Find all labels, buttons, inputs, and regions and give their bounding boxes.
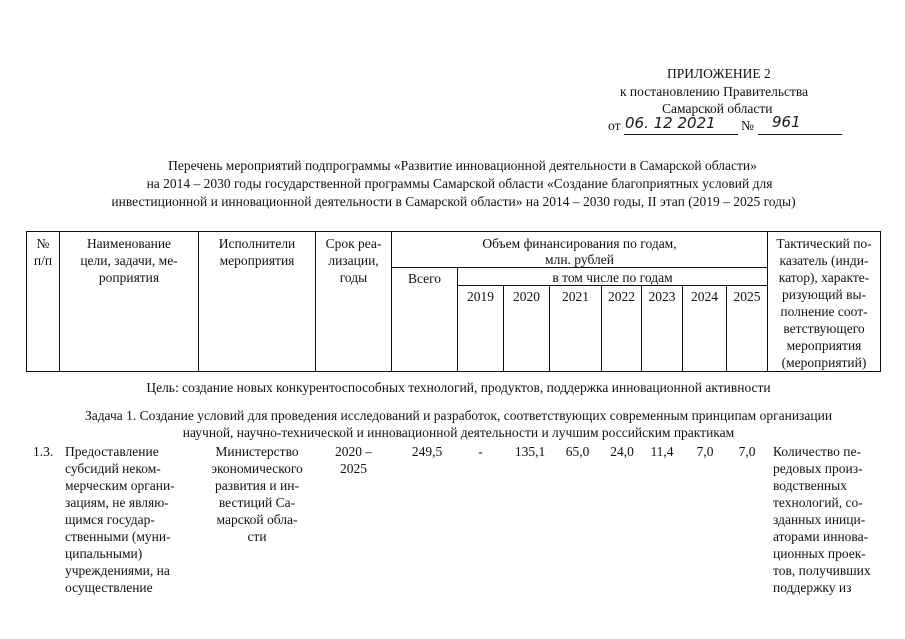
row-name-line: Предоставление <box>65 444 159 459</box>
row-indicator-line: технологий, со- <box>773 495 863 510</box>
header-year-2025: 2025 <box>733 289 761 304</box>
row-indicator-line: аторами иннова- <box>773 529 869 544</box>
row-term-line-2: 2025 <box>340 461 367 476</box>
document-title-line-1: Перечень мероприятий подпрограммы «Развитие инновационной деятельности в Самарской области» <box>168 158 757 173</box>
header-executors-line-2: мероприятия <box>219 253 295 268</box>
header-name-line-3: роприятия <box>98 270 160 285</box>
goal-text: Цель: создание новых конкурентоспособных технологий, продуктов, поддержка инновационной активности <box>146 380 771 395</box>
number-prefix: № <box>741 118 754 133</box>
header-incl-years: в том числе по годам <box>552 270 673 285</box>
row-executor-line: экономического <box>211 461 303 476</box>
handwritten-number: 961 <box>772 113 801 131</box>
header-indicator-line-7: мероприятия <box>786 338 862 353</box>
header-year-2019: 2019 <box>467 289 494 304</box>
row-indicator-line: тов, получивших <box>773 563 871 578</box>
header-total: Всего <box>407 271 442 286</box>
handwritten-date: 06. 12 2021 <box>625 114 716 132</box>
row-name-line: щимся государ- <box>65 512 155 527</box>
header-indicator-line-5: полнение соот- <box>780 304 868 319</box>
row-indicator-line: водственных <box>773 478 847 493</box>
header-funding-line-1: Объем финансирования по годам, <box>482 236 677 251</box>
header-indicator-line-1: Тактический по- <box>776 236 872 251</box>
document-title-line-3: инвестиционной и инновационной деятельности в Самарской области» на 2014 – 2030 годы, II этап (2019 – 2025 годы) <box>111 194 796 209</box>
appendix-title: ПРИЛОЖЕНИЕ 2 <box>667 66 771 81</box>
row-executor-line: сти <box>247 529 267 544</box>
row-value-2023: 11,4 <box>650 444 674 459</box>
header-num-line-1: № <box>36 236 50 251</box>
header-year-2020: 2020 <box>513 289 540 304</box>
header-indicator-line-6: ветствующего <box>783 321 865 336</box>
row-number: 1.3. <box>33 444 54 459</box>
row-name-line: учреждениями, на <box>65 563 170 578</box>
header-funding-line-2: млн. рублей <box>545 252 614 267</box>
header-term-line-1: Срок реа- <box>325 236 382 251</box>
row-name-line: зациям, не являю- <box>65 495 169 510</box>
row-name-line: мерческим органи- <box>65 478 175 493</box>
header-executors-line-1: Исполнители <box>218 236 296 251</box>
row-executor-line: вестиций Са- <box>218 495 296 510</box>
row-name-line: ственными (муни- <box>65 529 171 544</box>
task-text-line-1: Задача 1. Создание условий для проведения исследований и разработок, соответствующих современным принципам организации <box>84 408 833 423</box>
task-text-line-2: научной, научно-технической и инновационной деятельности и лучшим российским практикам <box>182 425 735 440</box>
row-indicator-line: зданных иници- <box>773 512 866 527</box>
row-indicator-line: ционных проек- <box>773 546 866 561</box>
row-value-2020: 135,1 <box>514 444 546 459</box>
row-value-2019: - <box>478 444 483 459</box>
header-term-line-2: лизации, <box>328 253 379 268</box>
row-name-line: субсидий неком- <box>65 461 161 476</box>
row-indicator-line: Количество пе- <box>773 444 861 459</box>
appendix-subtitle-decree: к постановлению Правительства <box>620 84 809 99</box>
date-prefix: от <box>608 118 621 133</box>
row-indicator-line: редовых произ- <box>773 461 863 476</box>
header-year-2024: 2024 <box>691 289 718 304</box>
appendix-subtitle-region: Самарской области <box>662 101 773 116</box>
header-indicator-line-4: ризующий вы- <box>781 287 867 302</box>
row-executor-line: развития и ин- <box>215 478 299 493</box>
row-value-2021: 65,0 <box>565 444 590 459</box>
document-title-line-2: на 2014 – 2030 годы государственной программы Самарской области «Создание благоприятных условий для <box>146 176 773 191</box>
row-name-line: осуществление <box>65 580 153 595</box>
row-executor-line: марской обла- <box>216 512 298 527</box>
row-name-line: ципальными) <box>65 546 143 561</box>
row-total: 249,5 <box>411 444 443 459</box>
header-name-line-1: Наименование <box>86 236 172 251</box>
row-indicator-line: поддержку из <box>773 580 852 595</box>
row-value-2025: 7,0 <box>738 444 756 459</box>
row-term-line-1: 2020 – <box>334 444 373 459</box>
header-indicator-line-2: казатель (инди- <box>779 253 869 268</box>
number-underline <box>758 134 842 135</box>
row-executor-line: Министерство <box>215 444 299 459</box>
header-num-line-2: п/п <box>33 253 53 268</box>
header-indicator-line-8: (мероприятий) <box>781 355 867 370</box>
header-year-2022: 2022 <box>608 289 635 304</box>
row-value-2024: 7,0 <box>696 444 714 459</box>
header-year-2023: 2023 <box>648 289 676 304</box>
header-term-line-3: годы <box>339 270 368 285</box>
header-year-2021: 2021 <box>562 289 589 304</box>
date-underline <box>624 134 738 135</box>
header-indicator-line-3: катор), характе- <box>778 270 870 285</box>
row-value-2022: 24,0 <box>610 444 634 459</box>
header-name-line-2: цели, задачи, ме- <box>80 253 178 268</box>
